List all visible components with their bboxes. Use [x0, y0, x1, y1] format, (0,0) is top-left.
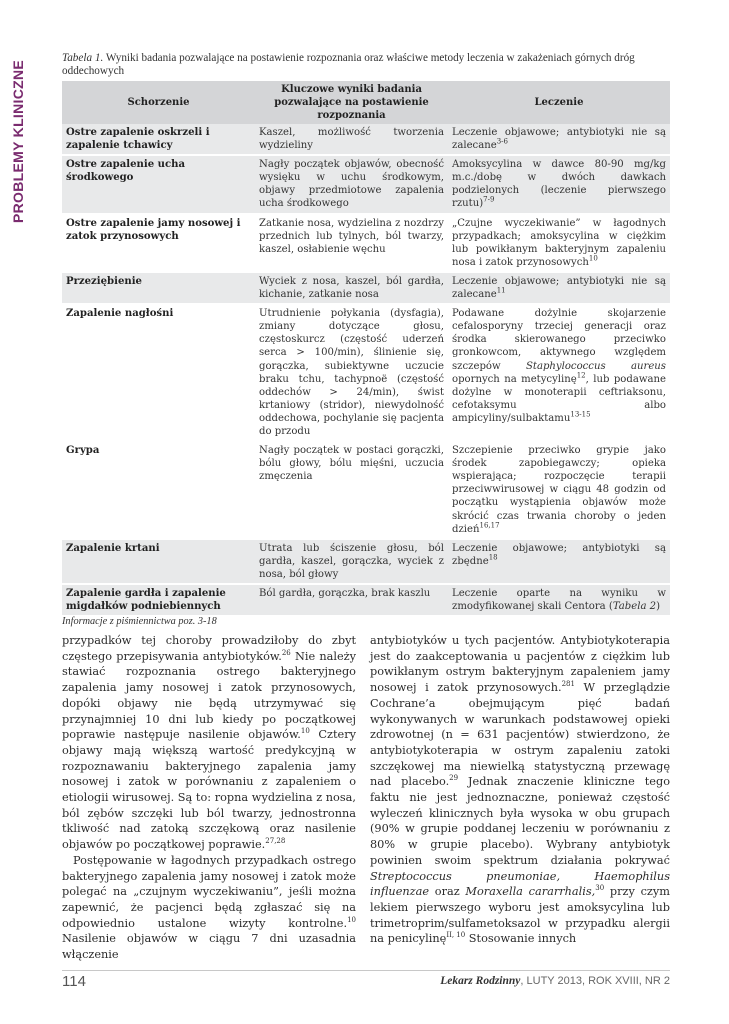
disease-cell: Zapalenie krtani — [62, 539, 255, 584]
table-row — [62, 155, 670, 213]
treatment-text: Amoksycylina w dawce 80-90 mg/kg m.c./dobę w dwóch dawkach podzielonych (leczenie pierwszego rzutu) — [452, 159, 666, 210]
findings-cell: Kaszel, możliwość tworzenia wydzieliny — [255, 124, 448, 155]
caption-text: Wyniki badania pozwalające na postawienie rozpoznania oraz właściwe metody leczenia w zakażeniach górnych dróg oddechowych — [62, 52, 635, 77]
treatment-cell — [448, 214, 670, 272]
table-header-row — [62, 81, 670, 124]
body-column-right — [370, 633, 670, 947]
section-tab: PROBLEMY KLINICZNE — [10, 59, 26, 223]
disease-cell: Ostre zapalenie ucha środkowego — [62, 155, 255, 213]
reference: 281 — [561, 680, 575, 689]
table-footnote: Informacje z piśmiennictwa poz. 3-18 — [62, 616, 217, 627]
reference: 16,17 — [479, 521, 500, 530]
page-footer — [62, 970, 670, 990]
reference: 3-6 — [496, 137, 508, 146]
table-reference-link: Tabela 2 — [612, 601, 657, 613]
reference: 7-9 — [483, 196, 495, 205]
table-row — [62, 304, 670, 441]
results-table — [62, 81, 670, 617]
findings-cell: Utrudnienie połykania (dysfagia), zmiany dotyczące głosu, częstoskurcz (częstość uderzeń serca > 100/min), ślinienie się, gorączka, subiektywne uczucie braku tchu, tachypnoë (częstość oddechów > 24/min), świst krtaniowy (stridor), niewydolność oddechowa, pochylanie się pacjenta do przodu — [255, 304, 448, 441]
reference: 10 — [300, 727, 310, 736]
table-caption — [62, 52, 670, 78]
body-column-left — [62, 633, 356, 963]
treatment-text: Szczepienie przeciwko grypie jako środek zapobiegawczy; opieka wspierająca; rozpoczęcie terapii przeciwwirusowej w ciągu 48 godzin od początku wystąpienia objawów może skrócić czas trwania choroby o jeden dzień — [452, 445, 666, 535]
findings-cell: Nagły początek objawów, obecność wysięku w uchu środkowym, objawy przedmiotowe zapalenia ucha środkowego — [255, 155, 448, 213]
reference: 10 — [588, 254, 598, 263]
reference: 27,28 — [265, 837, 286, 846]
disease-cell: Zapalenie nagłośni — [62, 304, 255, 441]
reference: II, 10 — [446, 931, 466, 940]
findings-cell: Utrata lub ściszenie głosu, ból gardła, kaszel, gorączka, wyciek z nosa, ból głowy — [255, 539, 448, 584]
reference: 29 — [449, 774, 459, 783]
table-row — [62, 214, 670, 272]
disease-cell: Ostre zapalenie jamy nosowej i zatok przynosowych — [62, 214, 255, 272]
species-name: Moraxella cararrhalis, — [465, 885, 596, 899]
reference: 26 — [281, 648, 291, 657]
reference: 11 — [496, 286, 506, 295]
paragraph: przypadków tej choroby prowadziłoby do zbyt częstego przepisywania antybiotyków.$^{26}$ Nie należy stawiać rozpoznania ostrego bakteryjnego zapalenia jamy nosowej i zatok przynosowych, dopóki objawy nie będą utrzymywać się przynajmniej 10 dni lub kiedy po początkowej poprawie następuje nasilenie objawów.$^{10}$ Cztery objawy mają większą wartość predykcyjną w rozpoznawaniu bakteryjnego zapalenia jamy nosowej i zatok w porównaniu z zapaleniem o etiologii wirusowej. Są to: ropna wydzielina z nosa, ból zębów szczęki lub ból twarzy, jednostronna tkliwość nad zatoką szczękową oraz nasilenie objawów po początkowej poprawie.$^{27,28}$ — [62, 634, 357, 852]
treatment-cell — [448, 272, 670, 304]
treatment-cell — [448, 584, 670, 616]
reference: 12 — [576, 371, 586, 380]
treatment-cell — [448, 539, 670, 584]
species-name: Streptococcus pneumoniae, Haemophilus influenzae — [370, 869, 670, 899]
treatment-text: opornych na metycylinę — [452, 373, 577, 385]
table-row — [62, 584, 670, 616]
header-disease: Schorzenie — [62, 81, 255, 124]
disease-cell: Grypa — [62, 441, 255, 539]
findings-cell: Wyciek z nosa, kaszel, ból gardła, kichanie, zatkanie nosa — [255, 272, 448, 304]
treatment-text: Leczenie objawowe; antybiotyki są zbędne — [452, 542, 666, 567]
reference: 30 — [595, 884, 605, 893]
journal-issue: , LUTY 2013, ROK XVIII, NR 2 — [520, 975, 670, 987]
treatment-cell — [448, 155, 670, 213]
treatment-cell — [448, 441, 670, 539]
treatment-text: Leczenie oparte na wyniku w zmodyfikowanej skali Centora ( — [452, 588, 666, 613]
disease-cell: Przeziębienie — [62, 272, 255, 304]
disease-cell: Zapalenie gardła i zapalenie migdałków podniebiennych — [62, 584, 255, 616]
findings-cell: Nagły początek w postaci gorączki, bólu głowy, bólu mięśni, uczucia zmęczenia — [255, 441, 448, 539]
journal-info — [440, 975, 670, 987]
treatment-text: , lub podawane dożylne w monoterapii ceftriaksonu, cefotaksymu albo ampicyliny/sulbaktamu — [452, 373, 666, 424]
table-row — [62, 272, 670, 304]
header-findings: Kluczowe wyniki badania pozwalające na postawienie rozpoznania — [255, 81, 448, 124]
treatment-text: Podawane dożylnie skojarzenie cefalosporyny trzeciej generacji oraz środka skierowanego przeciwko gronkowcom, aktywnego względem szczepów — [452, 308, 666, 372]
table-row — [62, 124, 670, 155]
findings-cell: Zatkanie nosa, wydzielina z nozdrzy przednich lub tylnych, ból twarzy, kaszel, osłabienie węchu — [255, 214, 448, 272]
treatment-text: „Czujne wyczekiwanie” w łagodnych przypadkach; amoksycylina w ciężkim lub powikłanym bakteryjnym zapaleniu nosa i zatok przynosowych — [452, 217, 666, 268]
reference: 18 — [488, 553, 498, 562]
paragraph: antybiotyków u tych pacjentów. Antybiotykoterapia jest do zaakceptowania u pacjentów z ciężkim lub powikłanym ostrym bakteryjnym zapaleniem jamy nosowej i zatok przynosowych.$^{281}$ W przeglądzie Cochrane’a obejmującym pięć badań wykonywanych w warunkach podstawowej opieki zdrowotnej (n = 631 pacjentów) stwierdzono, że antybiotykoterapia w ostrym zapaleniu zatoki szczękowej ma niewielką statystyczną przewagę nad placebo.$^{29}$ Jednak znaczenie kliniczne tego faktu nie jest jednoznaczne, ponieważ częstość wyleczeń klinicznych była wysoka w obu grupach (90% w grupie poddanej leczeniu w porównaniu z 80% w grupie placebo). Wybrany antybiotyk powinien swoim spektrum działania pokrywać Streptococcus pneumoniae, Haemophilus influenzae oraz Moraxella cararrhalis,$^{30}$ przy czym lekiem pierwszego wyboru jest amoksycylina lub trimetroprim/sulfametoksazol w przypadku alergii na penicylinę$^{II, 10}$ Stosowanie innych — [370, 634, 671, 946]
journal-name: Lekarz Rodzinny — [440, 975, 521, 987]
treatment-text: ) — [656, 601, 661, 613]
caption-label: Tabela 1. — [62, 52, 104, 64]
treatment-cell — [448, 304, 670, 441]
treatment-italic: Staphylococcus aureus — [525, 360, 666, 372]
reference: 13-15 — [570, 410, 591, 419]
table-row — [62, 539, 670, 584]
page-number: 114 — [62, 973, 86, 990]
table-row — [62, 441, 670, 539]
findings-cell: Ból gardła, gorączka, brak kaszlu — [255, 584, 448, 616]
treatment-text: Leczenie objawowe; antybiotyki nie są zalecane — [452, 275, 666, 301]
treatment-text: Leczenie objawowe; antybiotyki nie są zalecane — [452, 127, 666, 152]
reference: 10 — [347, 915, 356, 924]
header-treatment: Leczenie — [448, 81, 670, 124]
paragraph: Postępowanie w łagodnych przypadkach ostrego bakteryjnego zapalenia jamy nosowej i zatok może polegać na „czujnym wyczekiwaniu”, jeśli można zapewnić, że pacjenci będą zgłaszać się na odpowiednio ustalone wizyty kontrolne.$^{10}$ Nasilenie objawów w ciągu 7 dni uzasadnia włączenie — [62, 853, 356, 962]
disease-cell: Ostre zapalenie oskrzeli i zapalenie tchawicy — [62, 124, 255, 155]
treatment-cell — [448, 124, 670, 155]
